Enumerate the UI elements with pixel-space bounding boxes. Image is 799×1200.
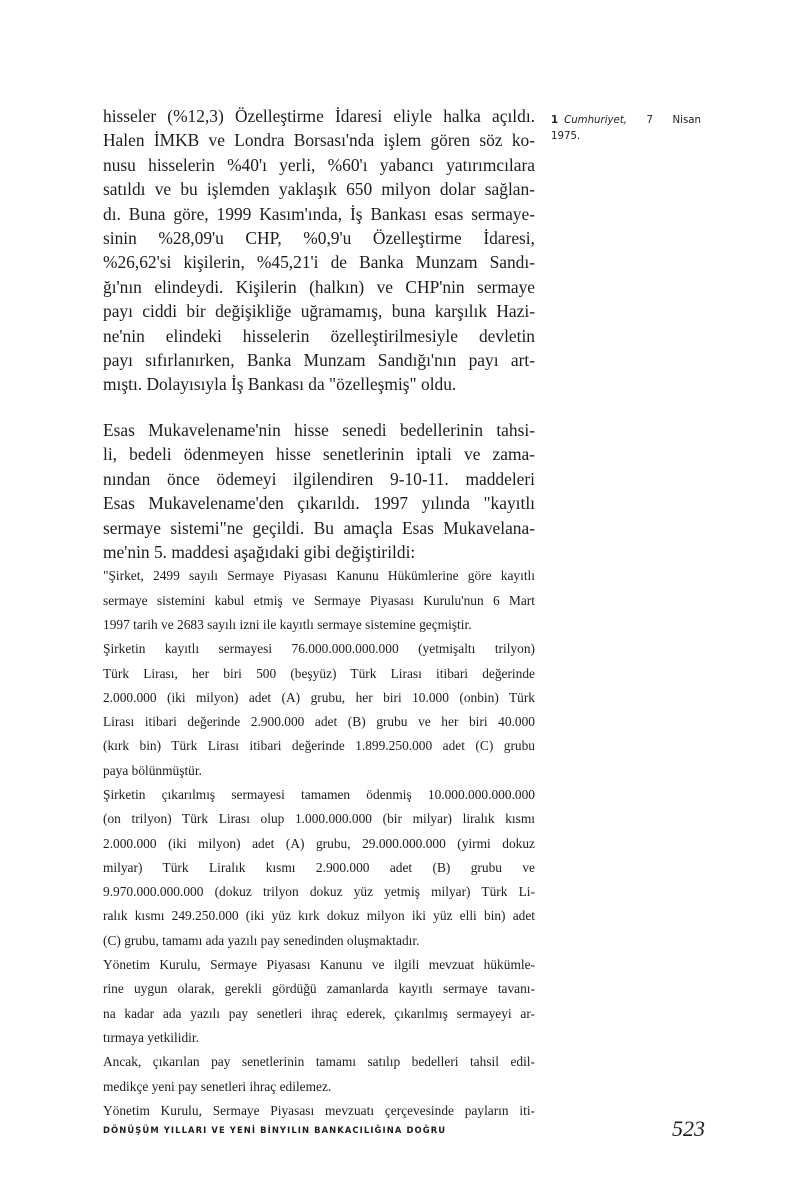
footnote-number: 1 [551,115,559,126]
text-line: tırmaya yetkilidir. [103,1029,199,1045]
text-line: (kırk bin) Türk Lirası itibari değerinde 1.899.250.000 adet (C) grubu [103,738,535,754]
text-line: payı ciddi bir değişikliğe uğramamış, buna karşılık Hazi- [103,301,535,322]
text-line: paya bölünmüştür. [103,762,202,778]
text-line: Yönetim Kurulu, Sermaye Piyasası mevzuatı çerçevesinde payların iti- [103,1102,535,1118]
footnote-month: Nisan [672,115,701,126]
text-line: Lirası itibari değerinde 2.900.000 adet (B) grubu ve her biri 40.000 [103,714,535,730]
text-line: 2.000.000 (iki milyon) adet (A) grubu, her biri 10.000 (onbin) Türk [103,689,535,705]
text-line: Yönetim Kurulu, Sermaye Piyasası Kanunu ve ilgili mevzuat hükümle- [103,957,535,973]
text-line: 1997 tarih ve 2683 sayılı izni ile kayıtlı sermaye sistemine geçmiştir. [103,616,472,632]
text-line: li, bedeli ödenmeyen hisse senetlerinin iptali ve zama- [103,444,535,465]
running-footer-title: DÖNÜŞÜM YILLARI VE YENİ BİNYILIN BANKACILIĞINA DOĞRU [103,1125,447,1135]
quoted-articles [103,564,535,1123]
quote-paragraph [103,637,535,783]
text-line: rine uygun olarak, gerekli gördüğü zamanlarda kayıtlı sermaye tavanı- [103,981,535,997]
footnote-source: Cumhuriyet, [564,115,628,126]
text-line: medikçe yeni pay senetleri ihraç edilemez. [103,1078,332,1094]
quote-paragraph [103,1050,535,1099]
text-line: ralık kısmı 249.250.000 (iki yüz kırk dokuz milyon iki yüz elli bin) adet [103,908,535,924]
text-line: hisseler (%12,3) Özelleştirme İdaresi eliyle halka açıldı. [103,106,535,126]
text-line: Ancak, çıkarılan pay senetlerinin tamamı satılıp bedelleri tahsil edil- [103,1054,535,1070]
text-line: payı sıfırlanırken, Banka Munzam Sandığı'nın payı art- [103,350,535,371]
footnote [551,113,701,144]
text-line: nusu hisselerin %40'ı yerli, %60'ı yabancı yatırımcılara [103,154,535,175]
text-line: ne'nin elindeki hisselerin özelleştirilmesiyle devletin [103,325,535,346]
footnote-day: 7 [646,115,654,126]
quote-paragraph [103,783,535,953]
text-line: na kadar ada yazılı pay senetleri ihraç ederek, çıkarılmış sermayeyi ar- [103,1005,535,1021]
text-line: "Şirket, 2499 sayılı Sermaye Piyasası Kanunu Hükümlerine göre kayıtlı [103,568,535,584]
quote-paragraph [103,564,535,637]
text-line: %26,62'si kişilerin, %45,21'i de Banka Munzam Sandı- [103,252,535,273]
text-line: Şirketin kayıtlı sermayesi 76.000.000.000.000 (yetmişaltı trilyon) [103,641,535,657]
text-line: me'nin 5. maddesi aşağıdaki gibi değiştirildi: [103,541,416,562]
quote-paragraph [103,1099,535,1123]
text-line: 2.000.000 (iki milyon) adet (A) grubu, 29.000.000.000 (yirmi dokuz [103,835,535,851]
text-line: sermaye sistemini kabul etmiş ve Sermaye Piyasası Kurulu'nun 6 Mart [103,592,535,608]
text-line: Halen İMKB ve Londra Borsası'nda işlem gören söz ko- [103,130,535,151]
text-line: satıldı ve bu işlemden yaklaşık 650 milyon dolar sağlan- [103,179,535,200]
text-line: nından önce ödemeyi ilgilendiren 9-10-11. maddeleri [103,468,535,489]
page-number: 523 [672,1116,705,1141]
text-line: 9.970.000.000.000 (dokuz trilyon dokuz yüz yetmiş milyar) Türk Li- [103,884,535,900]
text-line: sinin %28,09'u CHP, %0,9'u Özelleştirme İdaresi, [103,228,535,249]
footnote-year: 1975. [551,130,581,142]
text-line: Türk Lirası, her biri 500 (beşyüz) Türk Lirası itibari değerinde [103,665,535,681]
text-line: mıştı. Dolayısıyla İş Bankası da "özelleşmiş" oldu. [103,374,457,395]
text-line: milyar) Türk Liralık kısmı 2.900.000 adet (B) grubu ve [103,859,535,875]
text-line: Şirketin çıkarılmış sermayesi tamamen ödenmiş 10.000.000.000.000 [103,786,535,802]
text-line: dı. Buna göre, 1999 Kasım'ında, İş Bankası esas sermaye- [103,203,535,224]
text-line: Esas Mukavelename'den çıkarıldı. 1997 yılında "kayıtlı [103,493,535,514]
paragraph-2 [103,418,535,564]
quote-paragraph [103,953,535,1050]
paragraph-1 [103,104,535,397]
main-text-column [103,104,535,1123]
text-line: sermaye sistemi"ne geçildi. Bu amaçla Esas Mukavelana- [103,517,535,538]
text-line: Esas Mukavelename'nin hisse senedi bedellerinin tahsi- [103,419,535,440]
text-line: (C) grubu, tamamı ada yazılı pay senedinden oluşmaktadır. [103,932,420,948]
text-line: (on trilyon) Türk Lirası olup 1.000.000.000 (bir milyar) liralık kısmı [103,811,535,827]
text-line: ğı'nın elindeydi. Kişilerin (halkın) ve CHP'nin sermaye [103,276,535,297]
